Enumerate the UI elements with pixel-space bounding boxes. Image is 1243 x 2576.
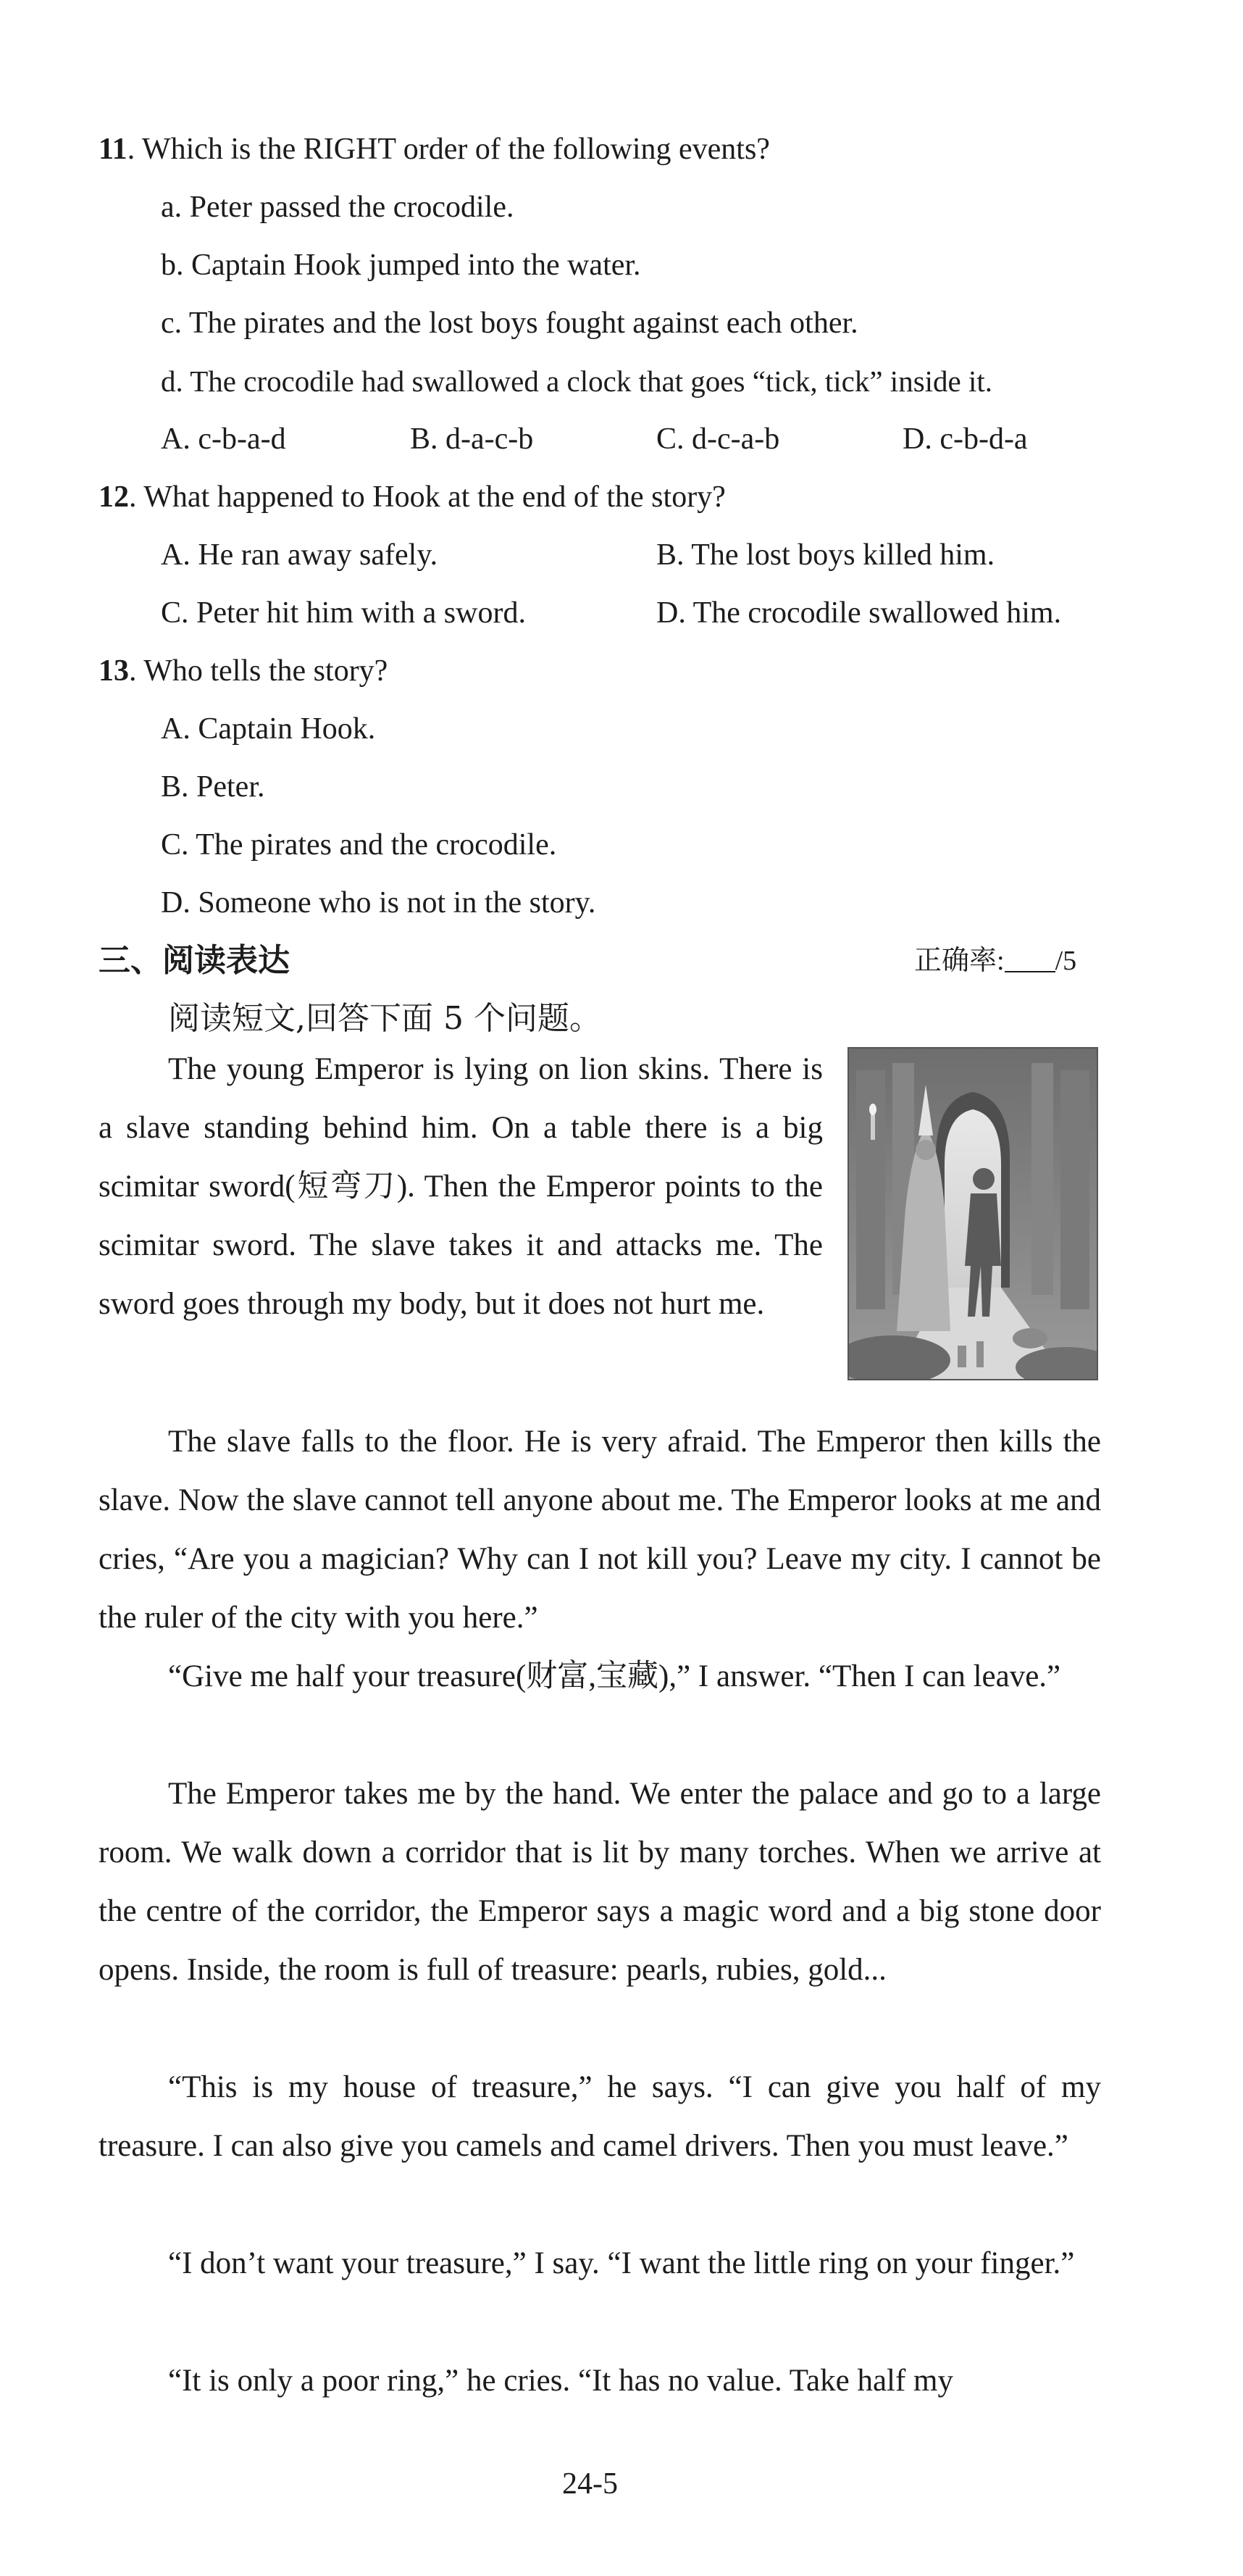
page-number: 24-5 bbox=[562, 2467, 618, 2501]
event-d: d. The crocodile had swallowed a clock that goes “tick, tick” inside it. bbox=[161, 364, 993, 398]
question-13 bbox=[99, 652, 388, 690]
option-d[interactable]: D. c-b-d-a bbox=[903, 422, 1028, 456]
passage-paragraph-4: The Emperor takes me by the hand. We enter the palace and go to a large room. We walk down a corridor that is lit by many torches. When we arrive at the centre of the corridor, the Emperor says a magic word and a big stone door opens. Inside, the room is full of treasure: pearls, rubies, gold... bbox=[99, 1777, 1101, 1987]
question-text: . Who tells the story? bbox=[129, 654, 388, 688]
passage-paragraph-5: “This is my house of treasure,” he says. “I can give you half of my treasure. I can also give you camels and camel drivers. Then you must leave.” bbox=[99, 2070, 1101, 2163]
passage-paragraph-2: The slave falls to the floor. He is very afraid. The Emperor then kills the slave. Now the slave cannot tell anyone about me. The Emperor looks at me and cries, “Are you a magician? Why can I not kill you? Leave my city. I cannot be the ruler of the city with you here.” bbox=[99, 1425, 1101, 1635]
question-11 bbox=[99, 130, 770, 168]
passage-paragraph-6: “I don’t want your treasure,” I say. “I want the little ring on your finger.” bbox=[168, 2246, 1075, 2280]
option-a[interactable]: A. c-b-a-d bbox=[161, 422, 286, 456]
question-text: . Which is the RIGHT order of the following events? bbox=[127, 133, 770, 166]
accuracy-label: 正确率: bbox=[914, 946, 1005, 976]
event-c: c. The pirates and the lost boys fought against each other. bbox=[161, 307, 858, 340]
passage-paragraph-1: The young Emperor is lying on lion skins. There is a slave standing behind him. On a table there is a big scimitar sword(短弯刀). Then the Emperor points to the scimitar sword. The slave takes it and attacks me. The sword goes through my body, but it does not hurt me. bbox=[99, 1052, 823, 1321]
passage-paragraph-7: “It is only a poor ring,” he cries. “It has no value. Take half my bbox=[168, 2364, 953, 2398]
story-illustration bbox=[848, 1047, 1098, 1380]
option-b[interactable]: B. The lost boys killed him. bbox=[656, 538, 995, 572]
accuracy-total: /5 bbox=[1055, 946, 1077, 976]
event-a: a. Peter passed the crocodile. bbox=[161, 191, 514, 224]
option-a[interactable]: A. Captain Hook. bbox=[161, 712, 376, 746]
event-b: b. Captain Hook jumped into the water. bbox=[161, 249, 641, 282]
option-a[interactable]: A. He ran away safely. bbox=[161, 538, 438, 572]
accuracy-score bbox=[914, 942, 1076, 980]
question-text: . What happened to Hook at the end of the story? bbox=[129, 480, 726, 514]
option-d[interactable]: D. The crocodile swallowed him. bbox=[656, 596, 1062, 630]
question-number: 13 bbox=[99, 654, 129, 688]
section-instruction: 阅读短文,回答下面 5 个问题。 bbox=[168, 1000, 601, 1037]
accuracy-blank[interactable] bbox=[1005, 945, 1055, 972]
option-b[interactable]: B. d-a-c-b bbox=[410, 422, 534, 456]
option-c[interactable]: C. Peter hit him with a sword. bbox=[161, 596, 526, 630]
option-d[interactable]: D. Someone who is not in the story. bbox=[161, 886, 596, 920]
section-title: 三、阅读表达 bbox=[99, 942, 290, 979]
option-b[interactable]: B. Peter. bbox=[161, 770, 265, 804]
palace-scene-image bbox=[849, 1049, 1097, 1379]
option-c[interactable]: C. The pirates and the crocodile. bbox=[161, 828, 557, 862]
question-number: 12 bbox=[99, 480, 129, 514]
option-c[interactable]: C. d-c-a-b bbox=[656, 422, 780, 456]
question-12 bbox=[99, 478, 726, 516]
question-number: 11 bbox=[99, 133, 127, 166]
passage-paragraph-3: “Give me half your treasure(财富,宝藏),” I answer. “Then I can leave.” bbox=[168, 1659, 1061, 1693]
